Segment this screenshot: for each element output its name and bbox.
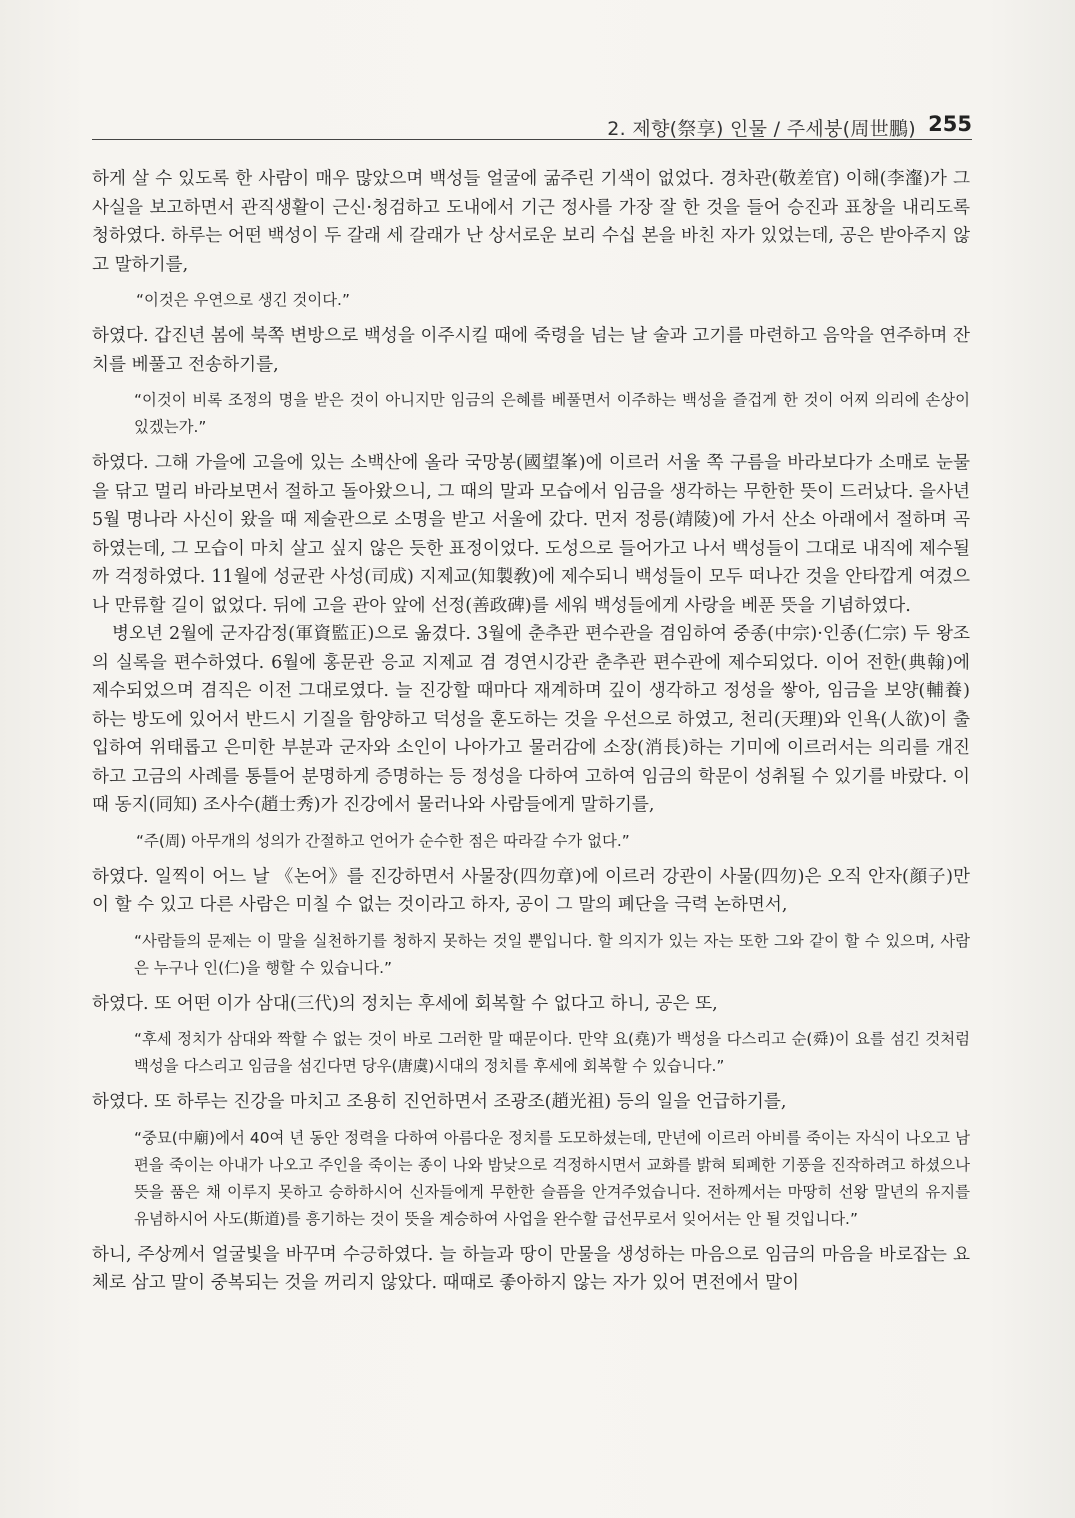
- page-header: [92, 110, 972, 140]
- quotation: “사람들의 문제는 이 말을 실천하기를 청하지 못하는 것일 뿐입니다. 할 의지가 있는 자는 또한 그와 같이 할 수 있으며, 사람은 누구나 인(仁)을 행할 수 있습니다.”: [134, 931, 970, 977]
- quotation: “이것은 우연으로 생긴 것이다.”: [136, 291, 350, 309]
- quotation: “이것이 비록 조정의 명을 받은 것이 아니지만 임금의 은혜를 베풀면서 이주하는 백성을 즐겁게 한 것이 어찌 의리에 손상이 있겠는가.”: [134, 391, 970, 436]
- quotation: “후세 정치가 삼대와 짝할 수 없는 것이 바로 그러한 말 때문이다. 만약 요(堯)가 백성을 다스리고 순(舜)이 요를 섬긴 것처럼 백성을 다스리고 임금을 섬긴다면 당우(唐虞)시대의 정치를 후세에 회복할 수 있습니다.”: [134, 1030, 970, 1075]
- paragraph: 하니, 주상께서 얼굴빛을 바꾸며 수긍하였다. 늘 하늘과 땅이 만물을 생성하는 마음으로 임금의 마음을 바로잡는 요체로 삼고 말이 중복되는 것을 꺼리지 않았다. 때때로 좋아하지 않는 자가 있어 면전에서 말이: [92, 1244, 971, 1293]
- paragraph: 하였다. 갑진년 봄에 북쪽 변방으로 백성을 이주시킬 때에 죽령을 넘는 날 술과 고기를 마련하고 음악을 연주하며 잔치를 베풀고 전송하기를,: [92, 326, 970, 375]
- paragraph: 하였다. 그해 가을에 고을에 있는 소백산에 올라 국망봉(國望峯)에 이르러 서울 쪽 구름을 바라보다가 소매로 눈물을 닦고 멀리 바라보면서 절하고 돌아왔으니, 그 때의 말과 모습에서 임금을 생각하는 무한한 뜻이 드러났다. 을사년 5월 명나라 사신이 왔을 때 제술관으로 소명을 받고 서울에 갔다. 먼저 정릉(靖陵)에 가서 산소 아래에서 절하며 곡하였는데, 그 모습이 마치 살고 싶지 않은 듯한 표정이었다. 도성으로 들어가고 나서 백성들이 그대로 내직에 제수될까 걱정하였다. 11월에 성균관 사성(司成) 지제교(知製敎)에 제수되니 백성들이 모두 떠나간 것을 안타깝게 여겼으나 만류할 길이 없었다. 뒤에 고을 관아 앞에 선정(善政碑)를 세워 백성들에게 사랑을 베푼 뜻을 기념하였다.: [92, 453, 970, 616]
- quotation: “중묘(中廟)에서 40여 년 동안 정력을 다하여 아름다운 정치를 도모하셨는데, 만년에 이르러 아비를 죽이는 자식이 나오고 남편을 죽이는 아내가 나오고 주인을 죽이는 종이 나와 밤낮으로 걱정하시면서 교화를 밝혀 퇴폐한 기풍을 진작하려고 하셨으나 뜻을 품은 채 이루지 못하고 승하하시어 신자들에게 무한한 슬픔을 안겨주었습니다. 전하께서는 마땅히 선왕 말년의 유지를 유념하시어 사도(斯道)를 흥기하는 것이 뜻을 계승하여 사업을 완수할 급선무로서 잊어서는 안 될 것입니다.”: [134, 1128, 970, 1228]
- header-rule: [92, 139, 972, 140]
- page-body: [92, 165, 970, 1298]
- page-number: 255: [928, 112, 972, 136]
- paragraph: 하게 살 수 있도록 한 사람이 매우 많았으며 백성들 얼굴에 굶주린 기색이 없었다. 경차관(敬差官) 이해(李瀣)가 그 사실을 보고하면서 관직생활이 근신·청검하고 도내에서 기근 정사를 가장 잘 한 것을 들어 승진과 표창을 내리도록 청하였다. 하루는 어떤 백성이 두 갈래 세 갈래가 난 상서로운 보리 수십 본을 바친 자가 있었는데, 공은 받아주지 않고 말하기를,: [92, 169, 970, 275]
- paragraph: 하였다. 또 하루는 진강을 마치고 조용히 진언하면서 조광조(趙光祖) 등의 일을 언급하기를,: [92, 1092, 787, 1112]
- paragraph: 하였다. 또 어떤 이가 삼대(三代)의 정치는 후세에 회복할 수 없다고 하니, 공은 또,: [92, 993, 718, 1014]
- quotation: “주(周) 아무개의 성의가 간절하고 언어가 순수한 점은 따라갈 수가 없다.”: [136, 831, 630, 850]
- paragraph: 하였다. 일찍이 어느 날 《논어》를 진강하면서 사물장(四勿章)에 이르러 강관이 사물(四勿)은 오직 안자(顔子)만이 할 수 있고 다른 사람은 미칠 수 없는 것이라고 하자, 공이 그 말의 폐단을 극력 논하면서,: [92, 866, 970, 915]
- paragraph: 병오년 2월에 군자감정(軍資監正)으로 옮겼다. 3월에 춘추관 편수관을 겸임하여 중종(中宗)·인종(仁宗) 두 왕조의 실록을 편수하였다. 6월에 홍문관 응교 지제교 겸 경연시강관 춘추관 편수관에 제수되었다. 이어 전한(典翰)에 제수되었으며 겸직은 이전 그대로였다. 늘 진강할 때마다 재계하며 깊이 생각하고 정성을 쌓아, 임금을 보양(輔養)하는 방도에 있어서 반드시 기질을 함양하고 덕성을 훈도하는 것을 우선으로 하였고, 천리(天理)와 인욕(人欲)이 출입하여 위태롭고 은미한 부분과 군자와 소인이 나아가고 물러감에 소장(消長)하는 기미에 이르러서는 의리를 개진하고 고금의 사례를 통틀어 분명하게 증명하는 등 정성을 다하여 고하여 임금의 학문이 성취될 수 있기를 바랐다. 이때 동지(同知) 조사수(趙士秀)가 진강에서 물러나와 사람들에게 말하기를,: [92, 624, 970, 815]
- running-title: 2. 제향(祭享) 인물 / 주세붕(周世鵬): [607, 118, 916, 140]
